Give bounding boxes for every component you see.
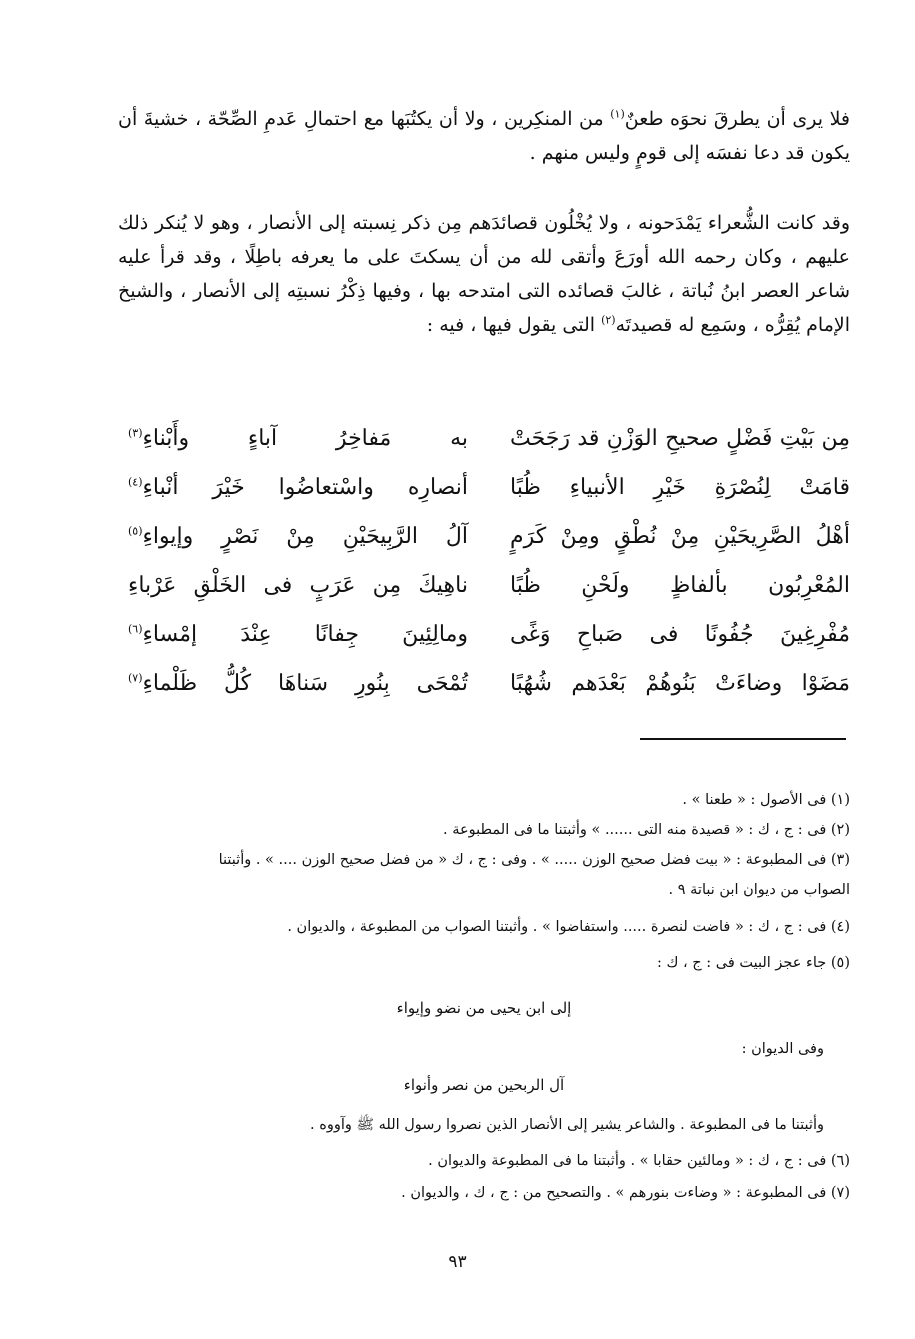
paragraph-2-text-a: وقد كانت الشُّعراء يَمْدَحونه ، ولا يُخْلُون قصائدَهم مِن ذكر نِسبته إلى الأنصار ، وهو لا يُنكر ذلك عليهم ، وكان رحمه الله أورَعَ وأتقى لله من أن يسكتَ على ما يعرفه باطِلًا ، وقد قرأ عليه شاعر العصر ابنُ نُباتة ، غالبَ قصائده التى امتدحه بها ، وفيها ذِكْرُ نسبتِه إلى الأنصار ، والشيخ الإمام يُقِرُّه ، وسَمِع له قصيدتَه (118, 212, 850, 336)
verse-second-text: آلُ الرَّبِيحَيْنِ مِنْ نَصْرٍ وإيواءِ (142, 524, 468, 549)
verse-first-hemistich: مَضَوْا وضاءَتْ بَنُوهُمْ بَعْدَهم شُهُبًا (510, 671, 850, 696)
footnote-note: وأثبتنا ما فى المطبوعة . والشاعر يشير إلى الأنصار الذين نصروا رسول الله ﷺ وآووه . (310, 1117, 824, 1133)
paragraph-1-text-a: فلا يرى أن يطرقَ نحوَه طعنٌ (624, 108, 850, 130)
verse-second-hemistich (128, 610, 468, 660)
footnote-1: (١) فى الأصول : « طعنا » . (682, 792, 850, 808)
verse-line (128, 610, 850, 660)
paragraph-1 (118, 102, 850, 170)
verse-first-hemistich: المُعْرِبُون بألفاظٍ ولَحْنِ ظُبًا (510, 573, 850, 598)
footnote-quote-1: إلى ابن يحيى من نضو وإيواء (396, 999, 572, 1017)
verse-footnote-ref: (٦) (128, 622, 143, 636)
verse-first-hemistich: مِن بَيْتِ فَضْلٍ صحيحِ الوَزْنِ قد رَجَحَتْ (510, 426, 850, 451)
footnote-5: (٥) جاء عجز البيت فى : ج ، ك : (656, 955, 850, 971)
verse-second-text: ومالِئِينَ جِفانًا عِنْدَ إمْساءِ (142, 622, 468, 647)
verse-line (128, 463, 850, 513)
verse-footnote-ref: (٤) (128, 475, 143, 489)
verse-second-text: أنصارِه واسْتعاضُوا خَيْرَ أنْباءِ (142, 475, 468, 500)
verse-first-hemistich: أهْلُ الصَّرِيحَيْنِ مِنْ نُطْقٍ ومِنْ كَرَمٍ (510, 524, 850, 549)
footnote-7: (٧) فى المطبوعة : « وضاءت بنورهم » . والتصحيح من : ج ، ك ، والديوان . (401, 1185, 850, 1201)
verse-line (128, 659, 850, 709)
page-number: ٩٣ (448, 1252, 467, 1272)
paragraph-2 (118, 206, 850, 342)
footnote-ref-1: (١) (610, 107, 625, 121)
verse-line (128, 414, 850, 464)
footnote-6: (٦) فى : ج ، ك : « ومالئين حقابا » . وأثبتنا ما فى المطبوعة والديوان . (428, 1153, 850, 1169)
footnote-3: (٣) فى المطبوعة : « بيت فضل صحيح الوزن ..... » . وفى : ج ، ك « من فضل صحيح الوزن .... » . وأثبتنا (218, 852, 850, 868)
verse-first-hemistich: مُفْرِغِينَ جُفُونًا فى صَباحِ وَغًى (510, 622, 850, 647)
verse-second-text: ناهِيكَ مِن عَرَبٍ فى الخَلْقِ عَرْباءِ (128, 573, 468, 598)
footnote-ref-2: (٢) (601, 313, 616, 327)
footnote-quote-2: آل الربحين من نصر وأنواء (403, 1076, 565, 1094)
verse-line (128, 561, 850, 611)
verse-line (128, 512, 850, 562)
verse-second-hemistich (128, 463, 468, 513)
verse-second-text: تُمْحَى بِنُورِ سَناهَا كُلُّ ظَلْماءِ (142, 671, 468, 696)
verse-second-text: به مَفاخِرُ آباءٍ وأَبْناءِ (142, 426, 468, 451)
verse-footnote-ref: (٣) (128, 426, 143, 440)
footnote-diwan-label: وفى الديوان : (741, 1041, 824, 1057)
footnote-4: (٤) فى : ج ، ك : « فاضت لنصرة ..... واستفاضوا » . وأثبتنا الصواب من المطبوعة ، والديوان . (287, 919, 850, 935)
verse-first-hemistich: قامَتْ لِنُصْرَةِ خَيْرِ الأنبياءِ ظُبًا (510, 475, 850, 500)
paragraph-1-text-b: من المنكِرين ، ولا أن يكتُبَها مع احتمالِ عَدمِ الصِّحّة ، خشيةَ أن يكون قد دعا نفسَه إلى قومٍ وليس منهم . (118, 108, 850, 164)
verse-second-hemistich (128, 659, 468, 709)
verse-second-hemistich (128, 512, 468, 562)
verse-second-hemistich (128, 561, 468, 611)
verse-footnote-ref: (٥) (128, 524, 143, 538)
paragraph-2-text-b: التى يقول فيها ، فيه : (426, 314, 602, 336)
verse-footnote-ref: (٧) (128, 671, 143, 685)
footnote-divider (640, 738, 846, 740)
footnote-2: (٢) فى : ج ، ك : « قصيدة منه التى ...... » وأثبتنا ما فى المطبوعة . (442, 822, 850, 838)
footnote-3-continued: الصواب من ديوان ابن نباتة ٩ . (668, 882, 850, 898)
verse-second-hemistich (128, 414, 468, 464)
